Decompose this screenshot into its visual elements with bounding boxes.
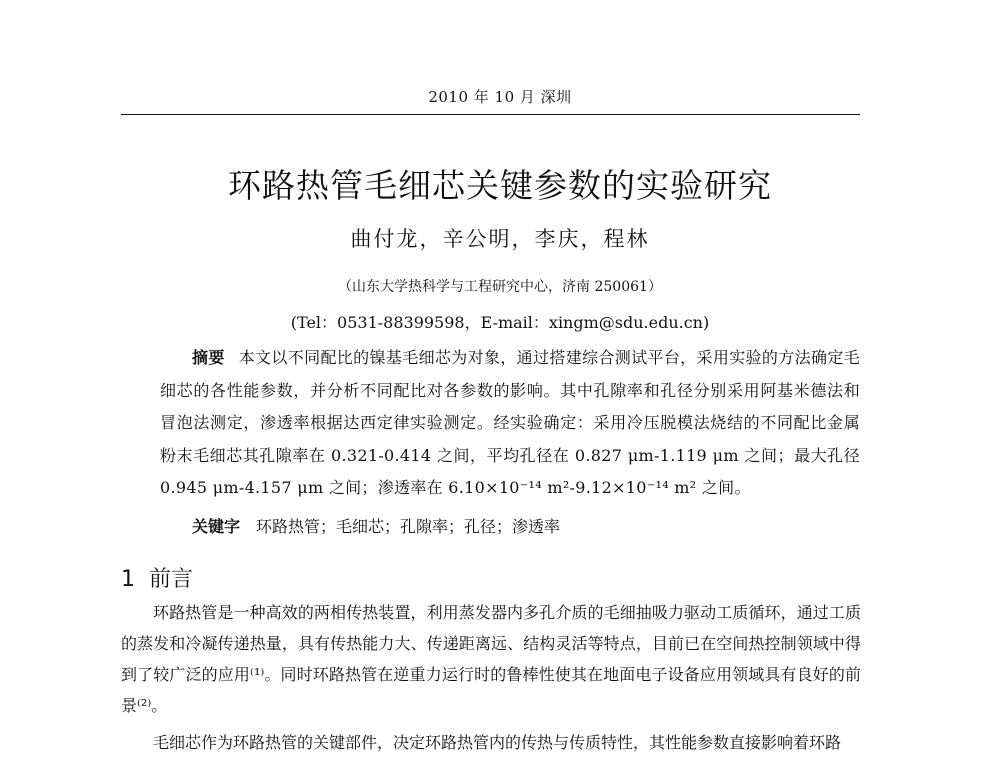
section-body [121, 597, 861, 764]
abstract-block [160, 342, 860, 505]
section-number: 1 [121, 567, 135, 592]
author-list: 曲付龙，辛公明，李庆，程林 [350, 227, 650, 251]
body-paragraph: 毛细芯作为环路热管的关键部件，决定环路热管内的传热与传质特性，其性能参数直接影响着环路 [153, 733, 842, 752]
abstract-text: 本文以不同配比的镍基毛细芯为对象，通过搭建综合测试平台，采用实验的方法确定毛细芯的各性能参数，并分析不同配比对各参数的影响。其中孔隙率和孔径分别采用阿基米德法和冒泡法测定，渗透率根据达西定律实验测定。经实验确定：采用冷压脱模法烧结的不同配比金属粉末毛细芯其孔隙率在 0.321-0.414 之间，平均孔径在 0.827 μm-1.119 μm 之间；最大孔径 0.945 μm-4.157 μm 之间；渗透率在 6.10×10⁻¹⁴ m²-9.12×10⁻¹⁴ m² 之间。 [160, 348, 860, 497]
abstract-label: 摘要 [192, 348, 225, 367]
paper-title: 环路热管毛细芯关键参数的实验研究 [228, 166, 772, 205]
keywords-block [192, 514, 862, 537]
running-header: 2010 年 10 月 深圳 [428, 88, 572, 106]
body-paragraph: 环路热管是一种高效的两相传热装置，利用蒸发器内多孔介质的毛细抽吸力驱动工质循环，通过工质的蒸发和冷凝传递热量，具有传热能力大、传递距离远、结构灵活等特点，目前已在空间热控制领域中得到了较广泛的应用⁽¹⁾。同时环路热管在逆重力运行时的鲁棒性使其在地面电子设备应用领域具有良好的前景⁽²⁾。 [121, 603, 861, 715]
header-divider [121, 114, 860, 115]
section-heading [121, 562, 193, 593]
keywords-label: 关键字 [192, 517, 241, 536]
contact-info: (Tel：0531-88399598，E-mail：xingm@sdu.edu.cn) [290, 313, 710, 332]
section-title: 前言 [149, 567, 194, 592]
affiliation: （山东大学热科学与工程研究中心，济南 250061） [338, 279, 662, 295]
keywords-text: 环路热管；毛细芯；孔隙率；孔径；渗透率 [256, 517, 561, 536]
